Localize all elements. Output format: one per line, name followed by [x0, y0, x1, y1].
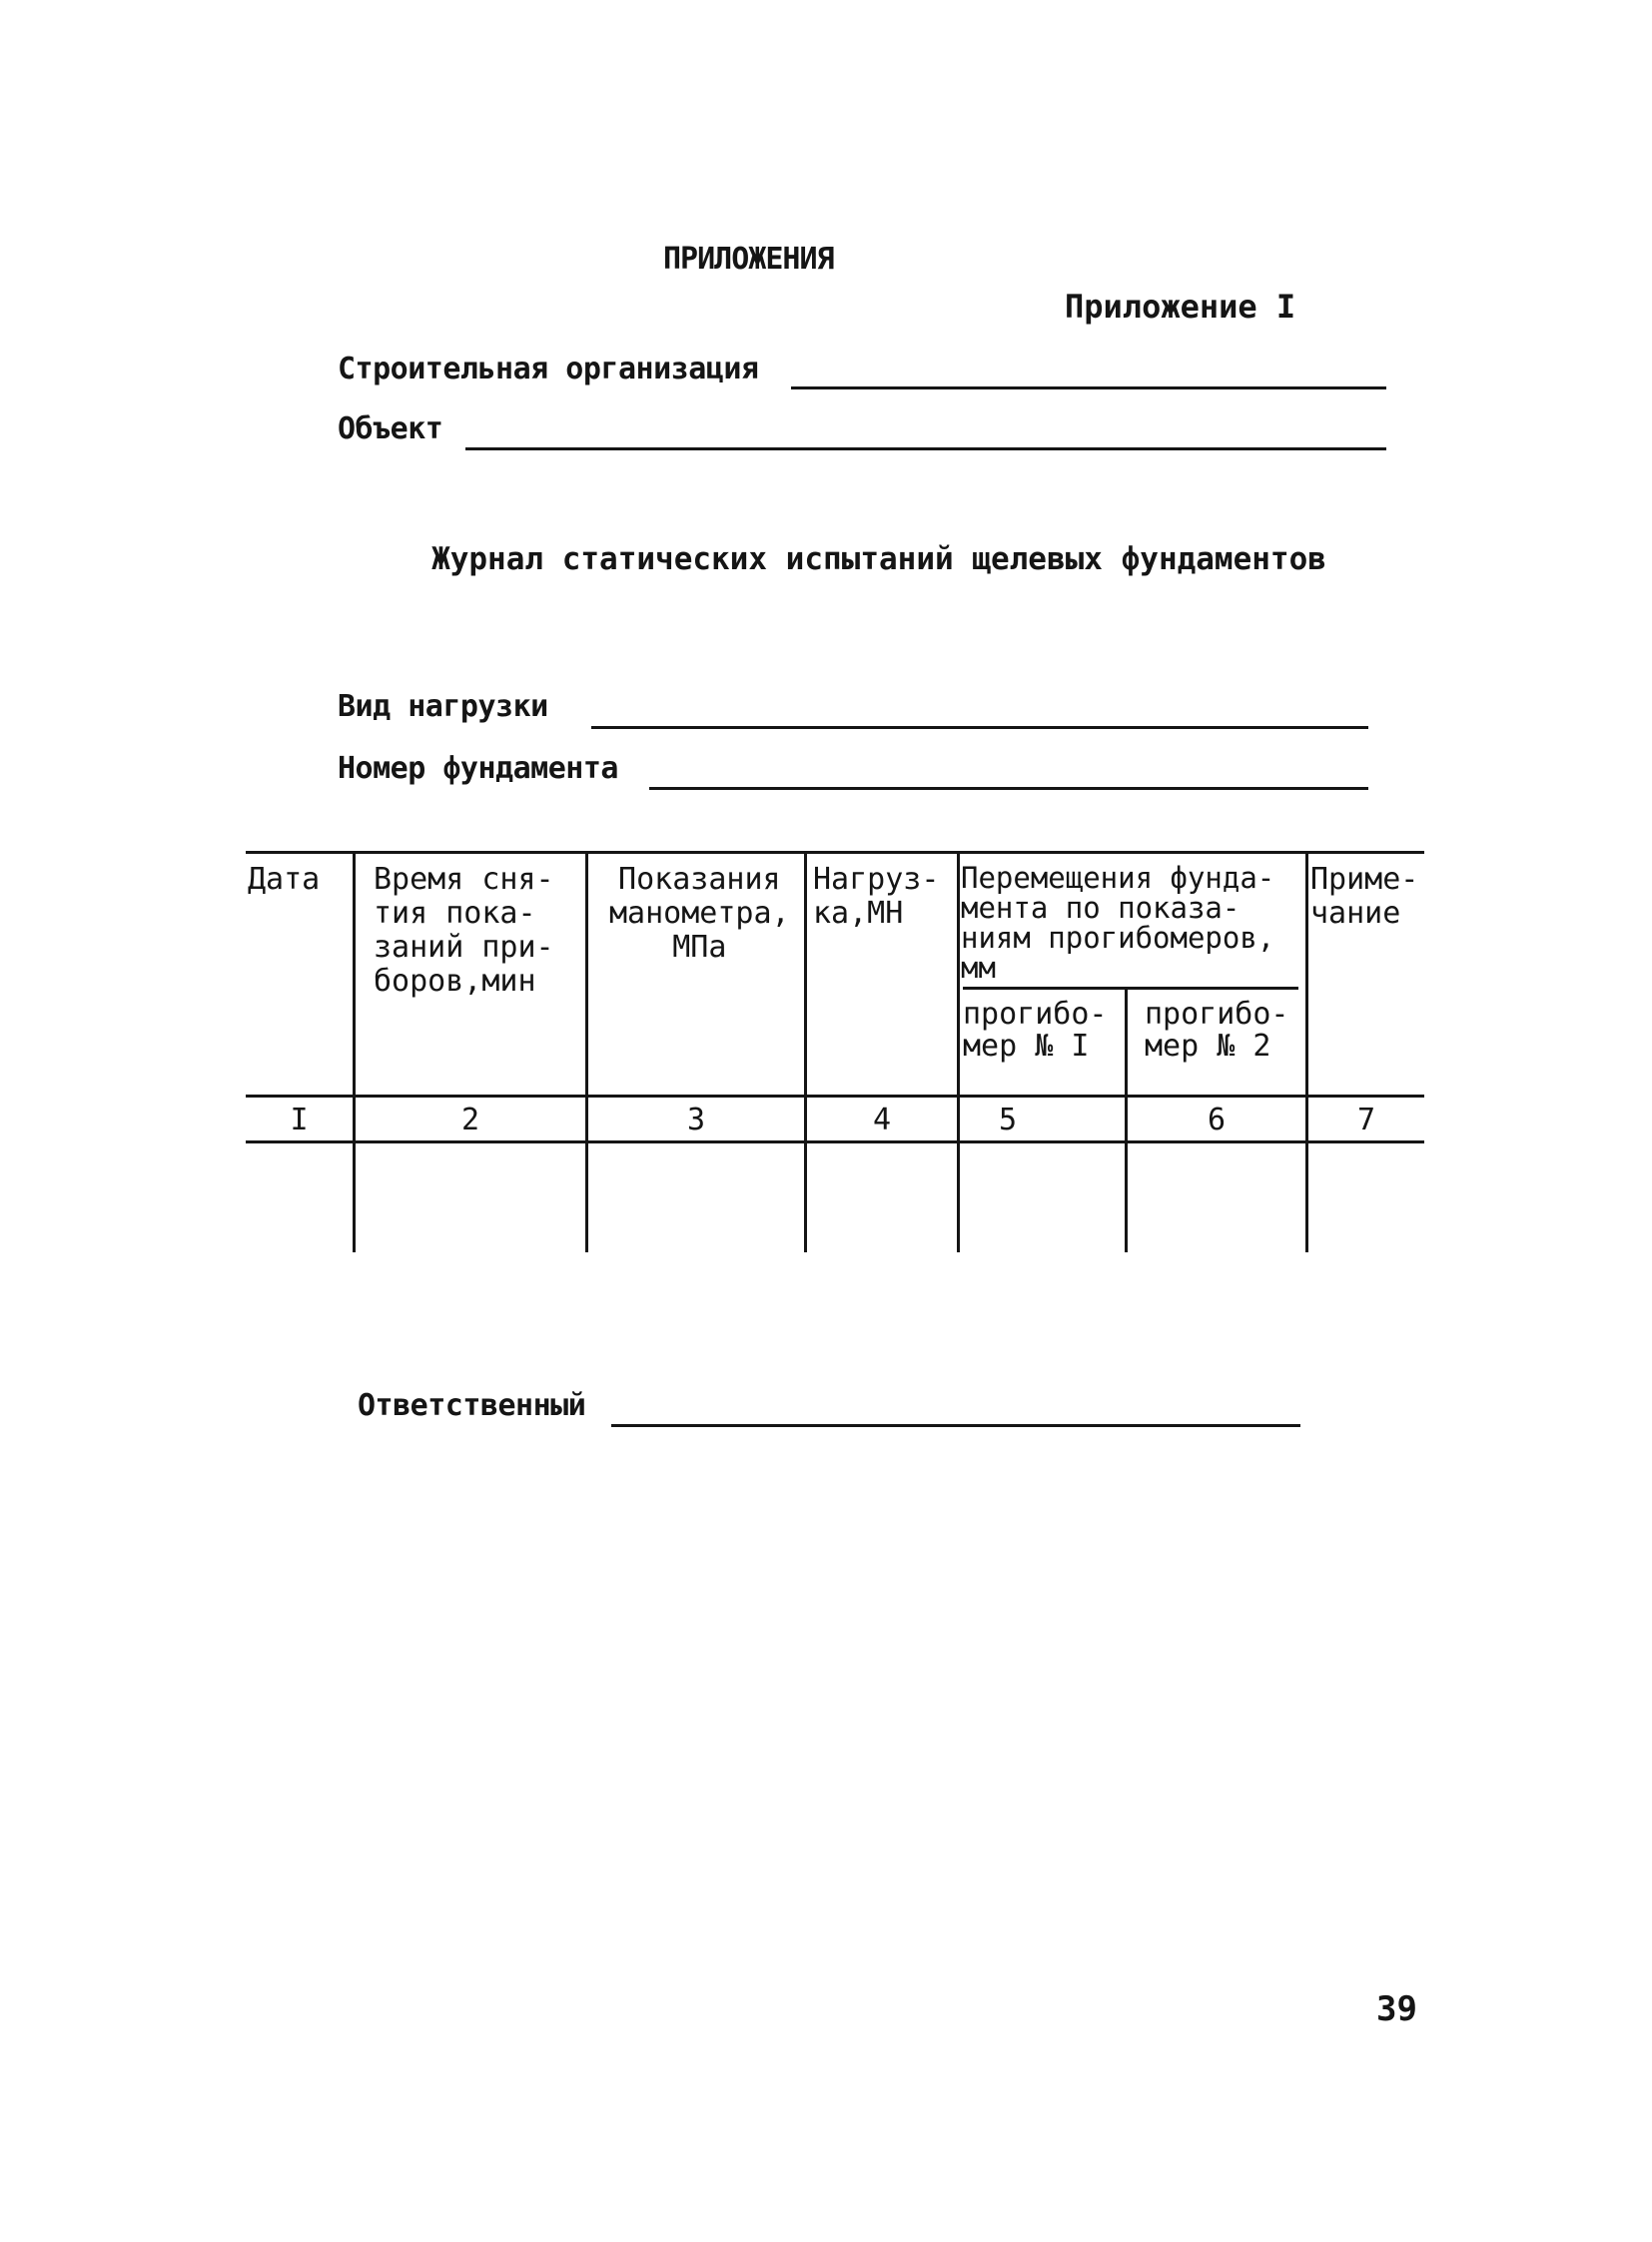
column-number: 7 [1356, 1103, 1376, 1137]
organization-input-line[interactable] [791, 386, 1386, 389]
header-note: Приме- чание [1310, 862, 1419, 931]
displacement-subheader-rule [963, 987, 1298, 990]
column-divider [957, 851, 960, 1252]
journal-title: Журнал статических испытаний щелевых фундаментов [431, 541, 1326, 577]
organization-label: Строительная организация [338, 352, 759, 386]
object-input-line[interactable] [465, 447, 1386, 450]
column-divider [804, 851, 807, 1252]
header-time: Время сня- тия пока- заний при- боров,мин [374, 862, 554, 999]
column-divider [1305, 851, 1308, 1252]
column-divider [353, 851, 356, 1252]
appendix-label: Приложение I [1065, 288, 1296, 326]
load-type-label: Вид нагрузки [338, 689, 548, 724]
column-divider [585, 851, 588, 1252]
column-number: 5 [998, 1103, 1018, 1137]
header-date: Дата [248, 862, 321, 897]
object-label: Объект [338, 411, 443, 446]
column-number: 6 [1207, 1103, 1227, 1137]
column-number: 4 [872, 1103, 892, 1137]
foundation-number-label: Номер фундамента [338, 751, 618, 786]
number-row-bottom-rule [246, 1140, 1424, 1143]
load-type-input-line[interactable] [591, 726, 1368, 729]
column-number: 3 [686, 1103, 706, 1137]
column-number: 2 [460, 1103, 480, 1137]
responsible-input-line[interactable] [611, 1424, 1300, 1427]
header-displacement: Перемещения фунда- мента по показа- ниям прогибомеров, мм [961, 861, 1275, 985]
page-number: 39 [1376, 1989, 1417, 2029]
header-gauge-1: прогибо- мер № I [963, 997, 1108, 1064]
table-top-rule [246, 851, 1424, 854]
header-load: Нагруз- ка,МН [813, 862, 940, 931]
header-manometer: Показания манометра, МПа [609, 862, 790, 965]
header-gauge-2: прогибо- мер № 2 [1145, 997, 1289, 1064]
responsible-label: Ответственный [358, 1388, 586, 1423]
header-bottom-rule [246, 1095, 1424, 1098]
foundation-number-input-line[interactable] [649, 787, 1368, 790]
section-title: ПРИЛОЖЕНИЯ [663, 242, 834, 277]
column-number: I [290, 1103, 309, 1137]
